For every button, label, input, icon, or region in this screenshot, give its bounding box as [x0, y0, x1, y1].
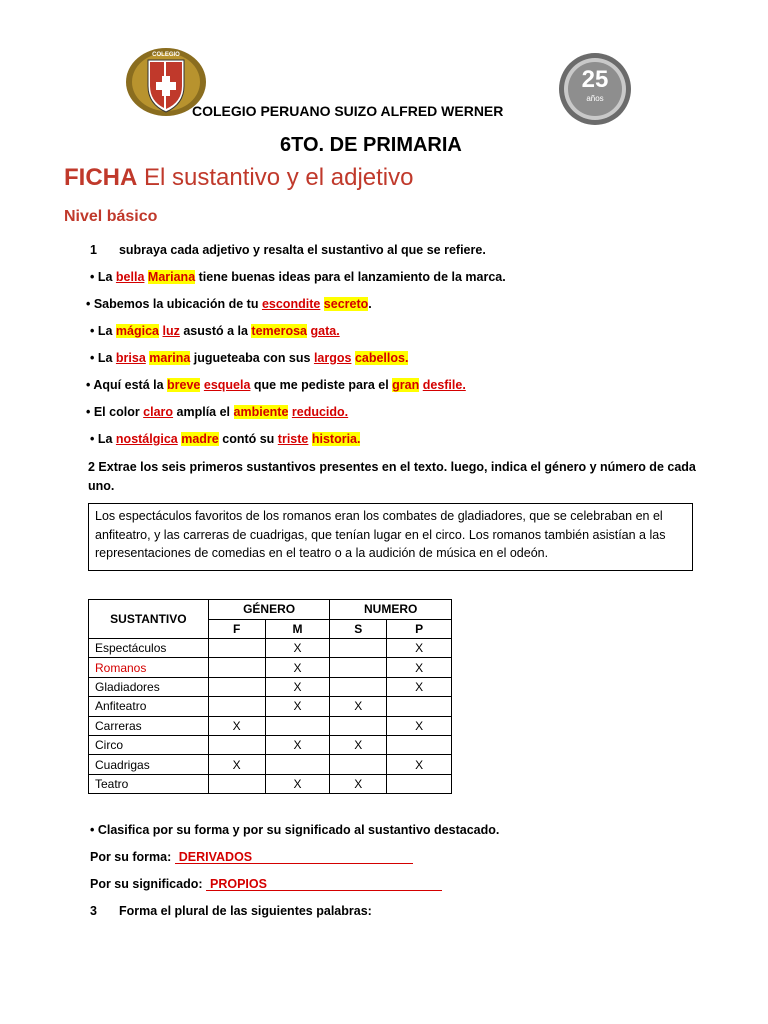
- sub-s: S: [330, 619, 387, 639]
- cell-m: X: [265, 677, 330, 696]
- table-row: [89, 716, 452, 735]
- cell-m: [265, 716, 330, 735]
- level-heading: Nivel básico: [64, 208, 158, 225]
- cell-s: X: [330, 697, 387, 716]
- sentence-4: • La brisa marina jugueteaba con sus largos cabellos.: [90, 351, 409, 365]
- ex1-text: subraya cada adjetivo y resalta el sustantivo al que se refiere.: [118, 243, 486, 257]
- cell-noun: Carreras: [89, 716, 209, 735]
- sentence-2: • Sabemos la ubicación de tu escondite secreto.: [86, 297, 372, 311]
- cell-noun: Gladiadores: [89, 677, 209, 696]
- sentence-5: • Aquí está la breve esquela que me pediste para el gran desfile.: [86, 378, 466, 392]
- sub-p: P: [387, 619, 452, 639]
- table-row: [89, 639, 452, 658]
- header-genero: GÉNERO: [208, 600, 330, 620]
- adjective: marina: [149, 351, 191, 365]
- sub-f: F: [208, 619, 265, 639]
- noun: luz: [162, 324, 180, 338]
- grade-title: 6TO. DE PRIMARIA: [280, 134, 462, 156]
- adjective: mágica: [115, 324, 160, 338]
- cell-noun: Cuadrigas: [89, 755, 209, 774]
- cell-s: [330, 658, 387, 677]
- noun: gata.: [310, 324, 340, 338]
- cell-f: [208, 677, 265, 696]
- cell-s: [330, 755, 387, 774]
- sentence-1: • La bella Mariana tiene buenas ideas para el lanzamiento de la marca.: [90, 270, 506, 284]
- noun: cabellos.: [354, 351, 409, 365]
- header-numero: NUMERO: [330, 600, 452, 620]
- cell-p: [387, 735, 452, 754]
- cell-m: X: [265, 735, 330, 754]
- passage-line: representaciones de comedias en el teatro o a la audición de música en el odeón.: [95, 546, 549, 560]
- table-header-row: [89, 600, 452, 620]
- adjective: temerosa: [251, 324, 308, 338]
- cell-p: [387, 697, 452, 716]
- cell-m: X: [265, 774, 330, 793]
- forma-answer-blank: [175, 850, 413, 864]
- noun: esquela: [203, 378, 251, 392]
- passage-line: Los espectáculos favoritos de los romanos eran los combates de gladiadores, que se celebraban en el: [95, 509, 663, 523]
- table-row: [89, 735, 452, 754]
- cell-s: X: [330, 774, 387, 793]
- ex3-instruction: [90, 904, 372, 918]
- significado-answer-blank: [206, 877, 442, 891]
- table-row: [89, 774, 452, 793]
- badge-word: años: [586, 94, 604, 103]
- cell-f: X: [208, 716, 265, 735]
- ex2-instruction-line2: uno.: [88, 479, 115, 493]
- passage-line: anfiteatro, y las carreras de cuadrigas, que tenían lugar en el circo. Los romanos también asistían a las: [95, 527, 666, 542]
- sentence-3: • La mágica luz asustó a la temerosa gata.: [90, 324, 340, 338]
- adjective: gran: [392, 378, 420, 392]
- cell-m: [265, 755, 330, 774]
- cell-m: X: [265, 697, 330, 716]
- noun: Mariana: [147, 270, 196, 284]
- adjective: breve: [167, 378, 201, 392]
- cell-f: [208, 639, 265, 658]
- cell-noun-highlighted: Romanos: [89, 658, 209, 677]
- table-row: [89, 697, 452, 716]
- school-name: COLEGIO PERUANO SUIZO ALFRED WERNER: [192, 103, 504, 119]
- cell-noun: Espectáculos: [89, 639, 209, 658]
- header-sustantivo: SUSTANTIVO: [89, 600, 209, 639]
- passage-box: [88, 503, 693, 571]
- ex3-text: Forma el plural de las siguientes palabras:: [118, 904, 372, 918]
- badge-number: 25: [581, 66, 609, 93]
- cell-s: [330, 716, 387, 735]
- significado-answer: PROPIOS: [210, 877, 267, 891]
- noun-classification-table: [88, 599, 452, 794]
- noun: historia.: [311, 432, 361, 446]
- noun: desfile.: [422, 378, 466, 392]
- table-row: [89, 658, 452, 677]
- ficha-label: FICHA: [64, 164, 138, 191]
- ex3-number: 3: [90, 904, 97, 918]
- noun: brisa: [115, 351, 146, 365]
- adjective: nostálgica: [115, 432, 178, 446]
- cell-noun: Teatro: [89, 774, 209, 793]
- page-title: [64, 164, 413, 192]
- cell-f: [208, 774, 265, 793]
- forma-label: Por su forma:: [90, 850, 175, 864]
- cell-m: X: [265, 639, 330, 658]
- adjective: largos: [313, 351, 352, 365]
- ex1-number: 1: [90, 243, 97, 257]
- cell-f: X: [208, 755, 265, 774]
- cell-p: X: [387, 639, 452, 658]
- adjective: claro: [143, 405, 174, 419]
- noun: secreto: [323, 297, 369, 311]
- cell-m: X: [265, 658, 330, 677]
- cell-p: X: [387, 677, 452, 696]
- table-row: [89, 677, 452, 696]
- cell-p: X: [387, 658, 452, 677]
- cell-f: [208, 658, 265, 677]
- sub-m: M: [265, 619, 330, 639]
- adjective: reducido.: [291, 405, 349, 419]
- adjective: bella: [115, 270, 145, 284]
- title-text: El sustantivo y el adjetivo: [137, 164, 414, 191]
- noun: madre: [181, 432, 219, 446]
- cell-noun: Anfiteatro: [89, 697, 209, 716]
- sentence-7: • La nostálgica madre contó su triste historia.: [90, 432, 361, 446]
- adjective: triste: [277, 432, 309, 446]
- significado-label: Por su significado:: [90, 877, 206, 891]
- adjective: escondite: [261, 297, 321, 311]
- cell-p: X: [387, 716, 452, 735]
- forma-answer: DERIVADOS: [178, 850, 253, 864]
- crest-word: COLEGIO: [152, 52, 180, 58]
- cell-f: [208, 735, 265, 754]
- forma-line: [90, 850, 413, 864]
- table-row: [89, 755, 452, 774]
- sentence-6: • El color claro amplía el ambiente reducido.: [86, 405, 349, 419]
- cell-p: [387, 774, 452, 793]
- noun: ambiente: [233, 405, 289, 419]
- ex1-instruction: [90, 243, 486, 257]
- anniversary-badge: [558, 52, 632, 126]
- cell-f: [208, 697, 265, 716]
- cell-s: X: [330, 735, 387, 754]
- significado-line: [90, 877, 442, 891]
- ex2-instruction-line1: 2 Extrae los seis primeros sustantivos presentes en el texto. luego, indica el género y número de cada: [88, 460, 696, 474]
- classify-instruction: • Clasifica por su forma y por su significado al sustantivo destacado.: [90, 823, 500, 837]
- cell-p: X: [387, 755, 452, 774]
- cell-noun: Circo: [89, 735, 209, 754]
- cell-s: [330, 677, 387, 696]
- cell-s: [330, 639, 387, 658]
